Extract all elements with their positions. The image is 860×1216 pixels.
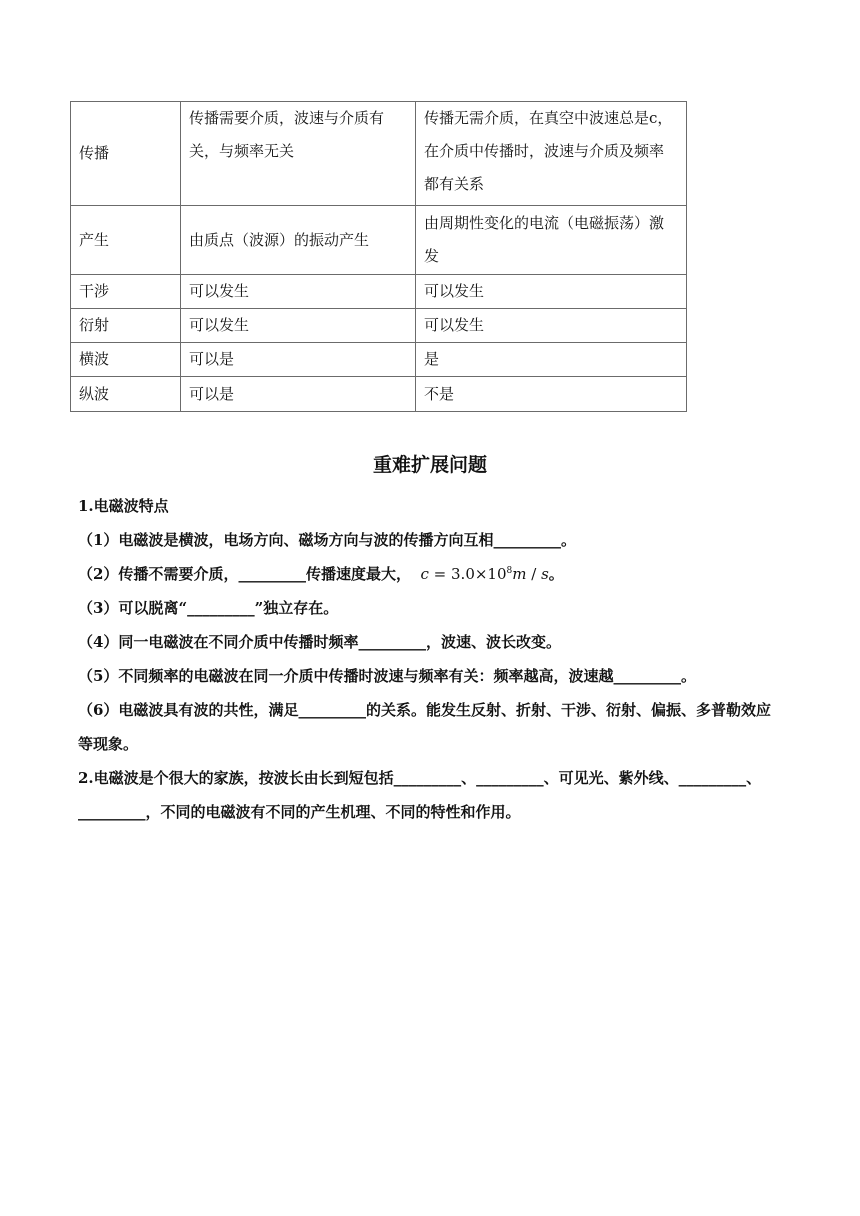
question-2: 2.电磁波是个很大的家族，按波长由长到短包括_________、_________、可见光、紫外线、_________、_________，不同的电磁波有不同的产生机理、不同的特性和作用。 xyxy=(78,769,762,821)
row-label: 产生 xyxy=(71,206,181,275)
speed-formula: ​ $c = 3.0\times 10^8m / s$ xyxy=(410,565,549,583)
table-row xyxy=(71,102,687,206)
mechanical-cell: 可以是 xyxy=(181,377,416,412)
item-2-prefix: （2）传播不需要介质，_________传播速度最大， xyxy=(78,565,411,583)
formula-unit-s: s xyxy=(541,565,549,583)
electromagnetic-cell: 是 xyxy=(416,343,687,377)
row-label: 纵波 xyxy=(71,377,181,412)
mechanical-cell: 传播需要介质，波速与介质有关，与频率无关 xyxy=(181,102,416,206)
formula-unit-m: m xyxy=(512,565,527,583)
question-1-item-6: （6）电磁波具有波的共性，满足_________的关系。能发生反射、折射、干涉、衍射、偏振、多普勒效应等现象。 xyxy=(78,701,771,753)
question-1-item-1: （1）电磁波是横波，电场方向、磁场方向与波的传播方向互相_________。 xyxy=(78,531,576,549)
mechanical-cell: 由质点（波源）的振动产生 xyxy=(181,206,416,275)
electromagnetic-cell: 由周期性变化的电流（电磁振荡）激发 xyxy=(416,206,687,275)
row-label: 衍射 xyxy=(71,309,181,343)
comparison-table xyxy=(70,101,687,412)
question-1-item-2 xyxy=(78,557,778,591)
electromagnetic-cell: 传播无需介质，在真空中波速总是c，在介质中传播时，波速与介质及频率都有关系 xyxy=(416,102,687,206)
question-content xyxy=(78,489,778,829)
mechanical-cell: 可以发生 xyxy=(181,275,416,309)
formula-slash: / xyxy=(526,565,542,583)
mechanical-cell: 可以是 xyxy=(181,343,416,377)
row-label: 横波 xyxy=(71,343,181,377)
formula-value: = 3.0×10 xyxy=(428,565,507,583)
electromagnetic-cell: 不是 xyxy=(416,377,687,412)
question-1-item-5: （5）不同频率的电磁波在同一介质中传播时波速与频率有关：频率越高，波速越_________。 xyxy=(78,667,696,685)
mechanical-cell: 可以发生 xyxy=(181,309,416,343)
table-row xyxy=(71,275,687,309)
table-row xyxy=(71,377,687,412)
question-1-heading: 1.电磁波特点 xyxy=(78,497,169,515)
row-label: 传播 xyxy=(71,102,181,206)
table-row xyxy=(71,343,687,377)
section-title: 重难扩展问题 xyxy=(372,454,487,476)
item-2-suffix: 。 xyxy=(548,565,564,583)
table-row xyxy=(71,206,687,275)
row-label: 干涉 xyxy=(71,275,181,309)
electromagnetic-cell: 可以发生 xyxy=(416,275,687,309)
question-1-item-4: （4）同一电磁波在不同介质中传播时频率_________，波速、波长改变。 xyxy=(78,633,561,651)
formula-var-c: c xyxy=(420,565,429,583)
electromagnetic-cell: 可以发生 xyxy=(416,309,687,343)
question-1-item-3: （3）可以脱离“_________”独立存在。 xyxy=(78,599,339,617)
formula-exponent: 8 xyxy=(506,566,513,576)
table-row xyxy=(71,309,687,343)
